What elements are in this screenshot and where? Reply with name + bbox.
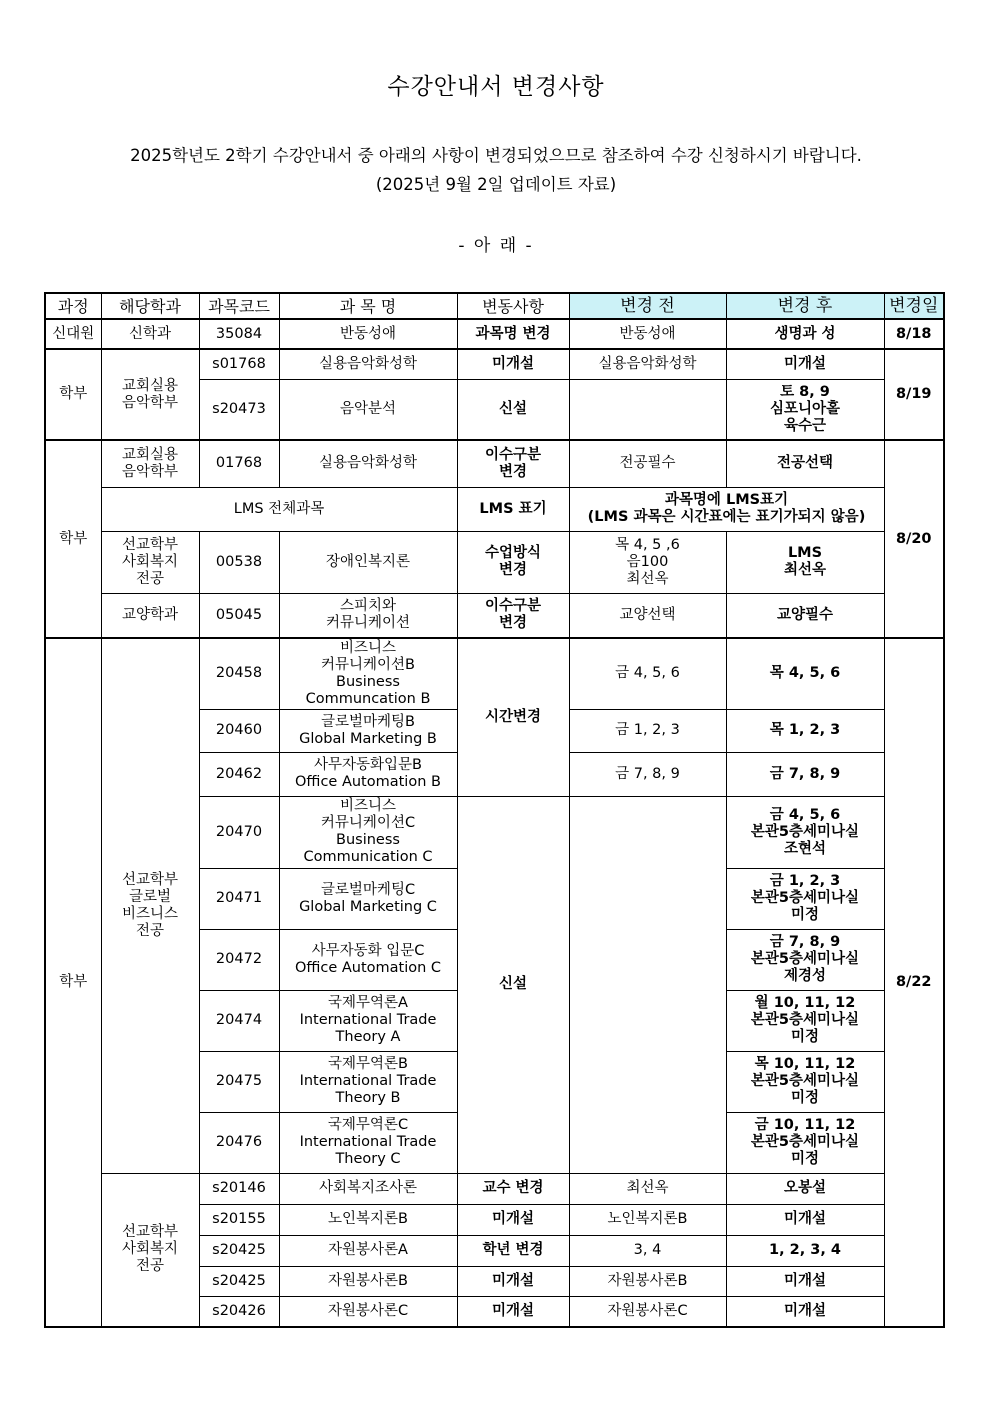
- before-cell: [569, 1266, 726, 1296]
- after-cell-line: 금 10, 11, 12: [754, 1117, 856, 1133]
- after-cell: [726, 440, 884, 487]
- dept-cell-line: 사회복지: [121, 553, 179, 570]
- before-cell: [569, 531, 726, 593]
- dept-cell-line: 사회복지: [121, 1241, 179, 1258]
- after-cell-line: 전공선택: [776, 455, 834, 472]
- after-cell-line: 본관5층세미나실: [750, 823, 860, 840]
- code-cell-line: 20470: [215, 823, 263, 840]
- code-cell: [199, 990, 279, 1051]
- after-cell-line: 생명과 성: [774, 325, 836, 342]
- code-cell: [199, 1112, 279, 1173]
- dept-cell-line: 비즈니스: [121, 905, 179, 922]
- course-cell: [45, 440, 101, 638]
- change-cell: [457, 796, 569, 1173]
- code-cell: [199, 1173, 279, 1204]
- header-course: 과정: [45, 293, 101, 319]
- intro-text: 2025학년도 2학기 수강안내서 중 아래의 사항이 변경되었으므로 참조하여 수강 신청하시기 바랍니다.: [130, 146, 862, 165]
- after-cell-line: 미개설: [783, 1272, 827, 1289]
- name-cell: [279, 319, 457, 349]
- change-cell-line: 변경: [498, 562, 527, 578]
- table-row: [45, 440, 944, 487]
- name-cell: [279, 929, 457, 990]
- change-cell-line: 변경: [498, 615, 527, 632]
- after-cell: [726, 379, 884, 440]
- name-cell-line: 사무자동화입문B: [314, 757, 422, 773]
- after-cell-line: LMS: [787, 545, 823, 561]
- before-cell: [569, 1204, 726, 1235]
- dept-cell-line: 전공: [135, 570, 164, 587]
- code-cell: [199, 752, 279, 796]
- before-cell-line: 금 7, 8, 9: [615, 765, 680, 782]
- dept-cell: [101, 1173, 199, 1327]
- course-cell: [45, 319, 101, 349]
- course-cell: [45, 349, 101, 440]
- name-cell-line: 스피치와: [339, 598, 397, 615]
- course-cell-line: 신대원: [52, 325, 95, 342]
- after-cell-line: 심포니아홀: [769, 400, 841, 417]
- note-cell-line: (LMS 과목은 시간표에는 표기가되지 않음): [587, 509, 866, 525]
- table-header-row: [45, 293, 944, 319]
- name-cell: [279, 796, 457, 868]
- code-cell-line: s20155: [212, 1211, 266, 1227]
- after-cell: [726, 531, 884, 593]
- change-cell: [457, 349, 569, 379]
- change-cell: [457, 593, 569, 638]
- name-cell: [279, 752, 457, 796]
- before-cell: [569, 638, 726, 709]
- table-row: [45, 593, 944, 638]
- name-cell: [279, 709, 457, 752]
- code-cell-line: 20460: [215, 722, 263, 738]
- name-cell: [279, 1112, 457, 1173]
- header-name: 과 목 명: [279, 293, 457, 319]
- date-cell: [884, 440, 944, 638]
- after-cell-line: 금 1, 2, 3: [769, 873, 841, 889]
- before-cell-line: 최선옥: [626, 570, 669, 587]
- name-cell-line: 실용음악화성학: [318, 355, 418, 372]
- name-cell-line: 비즈니스: [339, 798, 397, 814]
- change-cell: [457, 440, 569, 487]
- header-code: 과목코드: [199, 293, 279, 319]
- code-cell-line: 01768: [215, 455, 263, 472]
- name-cell-line: 자원봉사론A: [328, 1242, 408, 1258]
- change-cell-line: 신설: [498, 976, 527, 992]
- dept-cell: [101, 531, 199, 593]
- code-cell-line: 20474: [215, 1012, 263, 1028]
- name-cell: [279, 1173, 457, 1204]
- change-cell-line: 수업방식: [484, 545, 542, 561]
- change-cell-line: 미개설: [491, 1272, 535, 1289]
- change-cell: [457, 1266, 569, 1296]
- page-title: 수강안내서 변경사항: [387, 74, 605, 100]
- notice-heading: - 아 래 -: [458, 236, 534, 256]
- name-cell-line: 노인복지론B: [328, 1211, 408, 1227]
- before-cell-line: 반동성애: [619, 325, 676, 342]
- change-cell-line: 교수 변경: [482, 1180, 544, 1196]
- table-row: [45, 1173, 944, 1204]
- after-cell: [726, 1235, 884, 1266]
- update-date-text: (2025년 9월 2일 업데이트 자료): [375, 175, 617, 194]
- code-cell-line: 00538: [215, 553, 263, 570]
- name-cell-line: 반동성애: [339, 325, 397, 342]
- code-cell: [199, 1204, 279, 1235]
- dept-cell-line: 신학과: [128, 325, 172, 342]
- code-cell-line: 20462: [215, 765, 263, 782]
- name-cell: [279, 349, 457, 379]
- change-cell-line: 이수구분: [484, 598, 542, 615]
- code-cell: [199, 796, 279, 868]
- after-cell-line: 교양필수: [776, 606, 834, 623]
- after-cell: [726, 1051, 884, 1112]
- name-cell: [279, 1051, 457, 1112]
- change-cell-line: 변경: [498, 463, 527, 480]
- name-cell: [279, 531, 457, 593]
- name-cell: [279, 1235, 457, 1266]
- change-cell: [457, 379, 569, 440]
- before-cell-line: 자원봉사론C: [607, 1302, 688, 1319]
- name-cell-line: Business: [336, 832, 400, 848]
- before-cell-line: 금 1, 2, 3: [615, 722, 680, 738]
- header-before: 변경 전: [569, 293, 726, 319]
- after-cell-line: 미개설: [783, 1211, 827, 1227]
- dept-cell-line: 음악학부: [121, 394, 179, 411]
- before-cell-line: 전공필수: [619, 455, 676, 472]
- before-cell: [569, 752, 726, 796]
- dept-cell: [101, 487, 457, 531]
- after-cell-line: 본관5층세미나실: [750, 951, 860, 967]
- after-cell-line: 제경성: [783, 968, 827, 984]
- code-cell: [199, 319, 279, 349]
- name-cell-line: Global Marketing B: [299, 730, 437, 747]
- change-cell-line: 미개설: [491, 1302, 535, 1319]
- code-cell-line: 20475: [215, 1073, 263, 1089]
- name-cell-line: Theory C: [335, 1151, 401, 1167]
- after-cell-line: 조현석: [783, 840, 827, 857]
- code-cell-line: 20472: [215, 951, 263, 967]
- name-cell-line: Office Automation B: [295, 774, 441, 790]
- after-cell: [726, 868, 884, 929]
- header-change: 변동사항: [457, 293, 569, 319]
- header-after: 변경 후: [726, 293, 884, 319]
- name-cell-line: 실용음악화성학: [318, 455, 418, 472]
- table-row: [45, 638, 944, 709]
- before-cell: [569, 1173, 726, 1204]
- dept-cell-line: LMS 전체과목: [233, 500, 325, 517]
- code-cell: [199, 349, 279, 379]
- dept-cell-line: 선교학부: [121, 536, 179, 553]
- change-cell-line: 학년 변경: [482, 1242, 544, 1258]
- after-cell-line: 최선옥: [783, 562, 827, 578]
- after-cell-line: 본관5층세미나실: [750, 890, 860, 906]
- after-cell-line: 미정: [790, 1151, 819, 1167]
- after-cell-line: 본관5층세미나실: [750, 1012, 860, 1028]
- after-cell-line: 1, 2, 3, 4: [768, 1242, 842, 1258]
- change-cell: [457, 487, 569, 531]
- after-cell: [726, 1266, 884, 1296]
- name-cell: [279, 379, 457, 440]
- name-cell-line: 커뮤니케이션: [325, 615, 411, 632]
- note-cell-line: 과목명에 LMS표기: [664, 492, 789, 508]
- course-cell-line: 학부: [59, 530, 88, 547]
- after-cell: [726, 796, 884, 868]
- code-cell-line: 20471: [215, 890, 263, 906]
- code-cell-line: 35084: [215, 325, 263, 342]
- name-cell-line: 장애인복지론: [325, 553, 411, 570]
- date-cell-line: 8/22: [895, 974, 932, 990]
- change-cell: [457, 638, 569, 796]
- code-cell: [199, 1051, 279, 1112]
- course-cell-line: 학부: [59, 974, 88, 990]
- change-cell-line: 과목명 변경: [475, 325, 551, 342]
- code-cell: [199, 1235, 279, 1266]
- name-cell-line: 글로벌마케팅C: [320, 881, 416, 898]
- after-cell-line: 미정: [790, 907, 819, 923]
- before-cell-line: 노인복지론B: [607, 1211, 688, 1227]
- code-cell: [199, 531, 279, 593]
- dept-cell-line: 선교학부: [121, 1224, 179, 1241]
- before-cell: [569, 1296, 726, 1327]
- table-row: [45, 349, 944, 379]
- name-cell: [279, 990, 457, 1051]
- code-cell: [199, 929, 279, 990]
- after-cell-line: 미개설: [783, 1302, 827, 1319]
- dept-cell: [101, 593, 199, 638]
- after-cell: [726, 1112, 884, 1173]
- name-cell-line: 자원봉사론B: [328, 1272, 408, 1289]
- after-cell-line: 금 7, 8, 9: [769, 934, 841, 950]
- name-cell-line: 비즈니스: [339, 639, 397, 656]
- date-cell-line: 8/19: [895, 386, 932, 402]
- dept-cell: [101, 440, 199, 487]
- change-cell: [457, 1204, 569, 1235]
- before-cell-line: 자원봉사론B: [607, 1272, 688, 1289]
- name-cell-line: Theory B: [335, 1090, 401, 1106]
- name-cell: [279, 1266, 457, 1296]
- change-cell-line: 미개설: [491, 355, 535, 372]
- name-cell-line: 사무자동화 입문C: [311, 942, 425, 959]
- date-cell: [884, 349, 944, 440]
- after-cell-line: 목 10, 11, 12: [754, 1056, 856, 1072]
- date-cell-line: 8/18: [895, 325, 932, 342]
- after-cell-line: 목 1, 2, 3: [769, 722, 841, 738]
- name-cell-line: 글로벌마케팅B: [321, 713, 415, 730]
- name-cell-line: 자원봉사론C: [327, 1302, 409, 1319]
- change-cell: [457, 1235, 569, 1266]
- after-cell: [726, 752, 884, 796]
- dept-cell-line: 전공: [135, 922, 164, 939]
- after-cell: [726, 1204, 884, 1235]
- name-cell-line: 국제무역론C: [327, 1117, 409, 1133]
- after-cell: [726, 1173, 884, 1204]
- after-cell: [726, 349, 884, 379]
- table-row: [45, 487, 944, 531]
- before-cell: [569, 379, 726, 440]
- code-cell-line: s20426: [212, 1302, 266, 1319]
- after-cell-line: 월 10, 11, 12: [754, 995, 856, 1011]
- code-cell-line: s20146: [212, 1180, 266, 1196]
- after-cell-line: 오봉설: [783, 1180, 827, 1196]
- name-cell-line: International Trade: [299, 1012, 437, 1028]
- code-cell-line: s20425: [212, 1242, 266, 1258]
- code-cell: [199, 593, 279, 638]
- name-cell-line: 국제무역론A: [328, 995, 408, 1011]
- dept-cell-line: 글로벌: [128, 888, 172, 905]
- after-cell-line: 금 7, 8, 9: [769, 765, 841, 782]
- before-cell-line: 금 4, 5, 6: [615, 665, 680, 682]
- date-cell-line: 8/20: [895, 530, 932, 547]
- name-cell: [279, 1204, 457, 1235]
- before-cell: [569, 796, 726, 1173]
- after-cell-line: 미정: [790, 1029, 819, 1045]
- name-cell-line: 사회복지조사론: [318, 1180, 418, 1196]
- before-cell-line: 음100: [626, 553, 669, 570]
- before-cell: [569, 440, 726, 487]
- name-cell-line: Business: [336, 673, 400, 690]
- dept-cell: [101, 319, 199, 349]
- name-cell-line: Office Automation C: [294, 959, 442, 976]
- dept-cell: [101, 349, 199, 440]
- code-cell-line: s20473: [212, 400, 266, 417]
- before-cell: [569, 709, 726, 752]
- course-cell: [45, 638, 101, 1327]
- code-cell: [199, 1296, 279, 1327]
- change-cell-line: LMS 표기: [479, 500, 547, 517]
- table-row: [45, 319, 944, 349]
- dept-cell-line: 선교학부: [121, 871, 179, 888]
- before-cell: [569, 593, 726, 638]
- code-cell-line: s20425: [212, 1272, 266, 1289]
- name-cell: [279, 440, 457, 487]
- before-cell-line: 실용음악화성학: [598, 355, 697, 372]
- header-date: 변경일: [884, 293, 944, 319]
- date-cell: [884, 319, 944, 349]
- code-cell: [199, 868, 279, 929]
- change-cell: [457, 1173, 569, 1204]
- before-cell-line: 교양선택: [619, 606, 676, 623]
- change-cell-line: 미개설: [491, 1211, 535, 1227]
- change-cell: [457, 1296, 569, 1327]
- name-cell-line: International Trade: [299, 1073, 437, 1089]
- dept-cell-line: 음악학부: [121, 463, 179, 480]
- change-cell-line: 시간변경: [484, 708, 542, 725]
- after-cell-line: 미개설: [783, 355, 827, 372]
- name-cell: [279, 868, 457, 929]
- name-cell-line: International Trade: [299, 1134, 437, 1150]
- after-cell-line: 본관5층세미나실: [750, 1073, 860, 1089]
- code-cell: [199, 638, 279, 709]
- after-cell: [726, 990, 884, 1051]
- dept-cell-line: 교회실용: [121, 446, 179, 463]
- code-cell: [199, 1266, 279, 1296]
- after-cell-line: 육수근: [783, 417, 827, 434]
- code-cell: [199, 440, 279, 487]
- after-cell-line: 토 8, 9: [780, 383, 830, 400]
- table-row: [45, 531, 944, 593]
- name-cell-line: Global Marketing C: [299, 898, 437, 915]
- name-cell-line: 커뮤니케이션B: [321, 656, 415, 673]
- code-cell-line: 20458: [215, 665, 263, 682]
- change-cell-line: 신설: [498, 400, 527, 417]
- after-cell: [726, 593, 884, 638]
- name-cell-line: 커뮤니케이션C: [320, 815, 416, 831]
- code-cell-line: s01768: [212, 355, 266, 372]
- after-cell-line: 본관5층세미나실: [750, 1134, 860, 1150]
- course-cell-line: 학부: [59, 386, 88, 402]
- dept-cell-line: 교양학과: [121, 606, 179, 623]
- change-cell: [457, 319, 569, 349]
- name-cell: [279, 638, 457, 709]
- code-cell-line: 05045: [215, 606, 263, 623]
- change-cell: [457, 531, 569, 593]
- code-cell-line: 20476: [215, 1134, 263, 1150]
- note-cell: [569, 487, 884, 531]
- name-cell-line: 음악분석: [339, 400, 397, 417]
- change-cell-line: 이수구분: [484, 446, 542, 463]
- dept-cell-line: 교회실용: [121, 377, 179, 394]
- before-cell-line: 목 4, 5 ,6: [615, 536, 680, 553]
- name-cell: [279, 1296, 457, 1327]
- name-cell-line: 국제무역론B: [328, 1056, 408, 1072]
- after-cell-line: 미정: [790, 1090, 819, 1106]
- code-cell: [199, 709, 279, 752]
- before-cell: [569, 319, 726, 349]
- before-cell: [569, 349, 726, 379]
- after-cell: [726, 929, 884, 990]
- name-cell-line: Communication C: [303, 849, 433, 865]
- before-cell-line: 최선옥: [626, 1180, 669, 1196]
- after-cell-line: 금 4, 5, 6: [769, 806, 841, 823]
- name-cell-line: Communcation B: [305, 690, 431, 707]
- after-cell: [726, 709, 884, 752]
- header-dept: 해당학과: [101, 293, 199, 319]
- after-cell-line: 목 4, 5, 6: [769, 665, 841, 682]
- changes-table: [44, 292, 945, 1328]
- after-cell: [726, 319, 884, 349]
- code-cell: [199, 379, 279, 440]
- dept-cell-line: 전공: [135, 1258, 164, 1275]
- before-cell: [569, 1235, 726, 1266]
- after-cell: [726, 1296, 884, 1327]
- name-cell: [279, 593, 457, 638]
- before-cell-line: 3, 4: [633, 1242, 662, 1258]
- name-cell-line: Theory A: [335, 1029, 401, 1045]
- date-cell: [884, 638, 944, 1327]
- dept-cell: [101, 638, 199, 1173]
- after-cell: [726, 638, 884, 709]
